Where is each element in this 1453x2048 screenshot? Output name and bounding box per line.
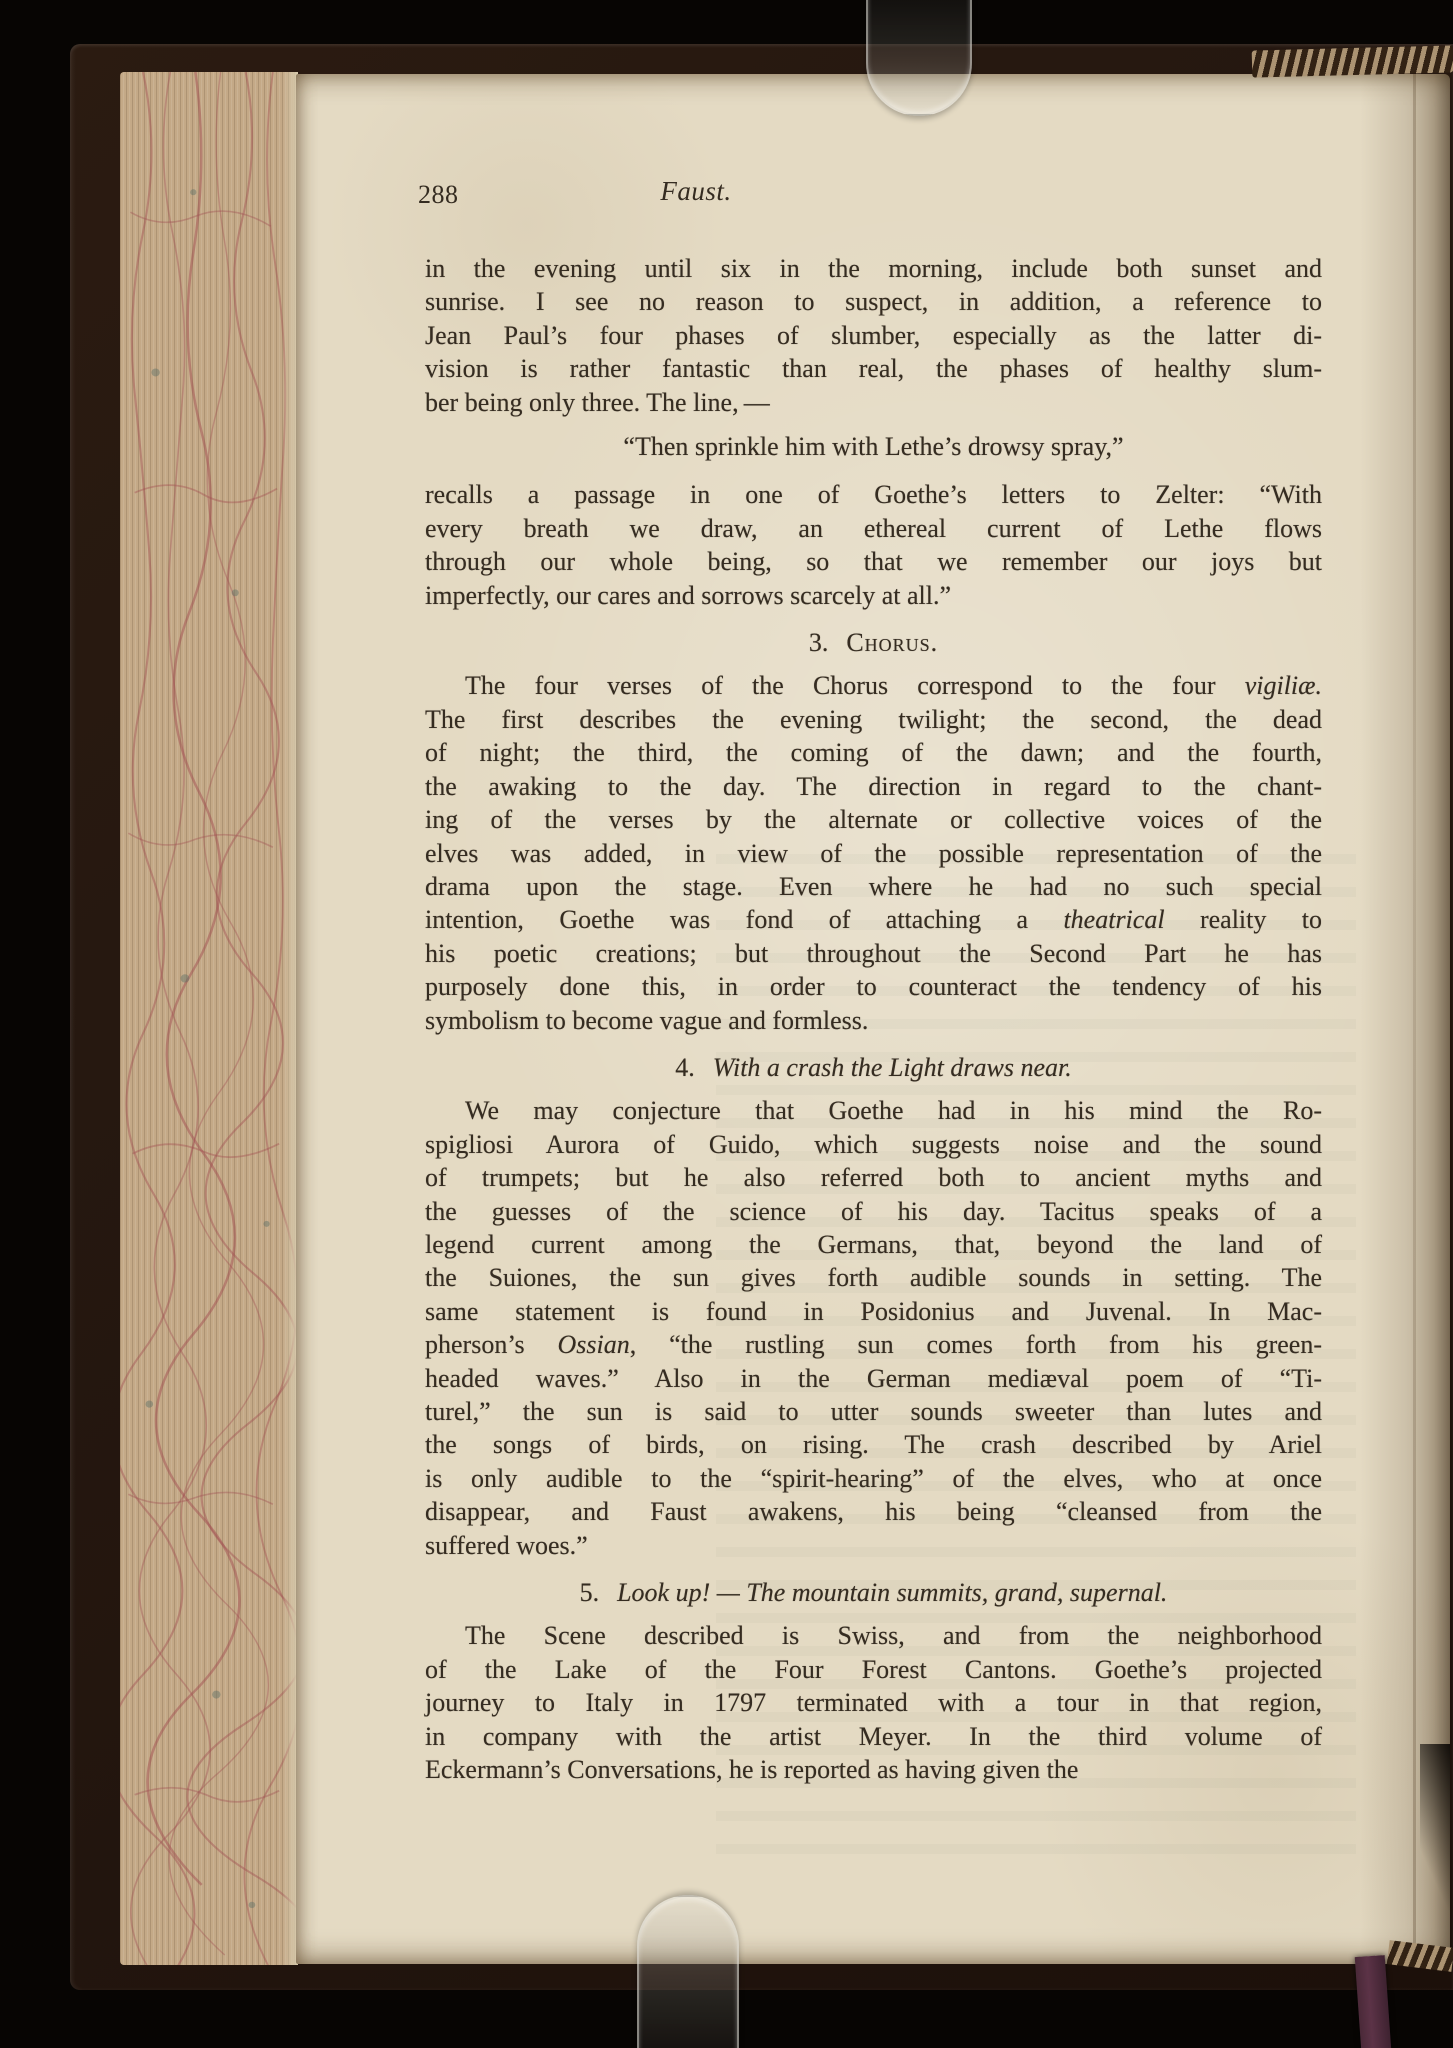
text-line: elves was added, in view of the possible representation of the bbox=[425, 838, 1322, 868]
paragraph bbox=[425, 669, 1322, 1036]
page-number: 288 bbox=[418, 180, 459, 209]
page-fore-edge-marbled bbox=[120, 72, 298, 1965]
text-line: purposely done this, in order to counteract the tendency of his bbox=[425, 972, 1322, 1002]
text-line: The four verses of the Chorus correspond to the four vigiliæ. bbox=[465, 671, 1322, 701]
text-line: symbolism to become vague and formless. bbox=[425, 1005, 869, 1035]
paragraph bbox=[425, 1619, 1322, 1786]
text-line: ber being only three. The line, — bbox=[425, 387, 770, 417]
text-line: of trumpets; but he also referred both to ancient myths and bbox=[425, 1163, 1322, 1193]
section-heading bbox=[425, 626, 1322, 659]
corner-shadow bbox=[1420, 1744, 1450, 1964]
text-line: the awaking to the day. The direction in regard to the chant- bbox=[425, 771, 1322, 801]
text-line: the songs of birds, on rising. The crash described by Ariel bbox=[425, 1430, 1322, 1460]
text-line: in company with the artist Meyer. In the third volume of bbox=[425, 1721, 1322, 1751]
text-line: spigliosi Aurora of Guido, which suggests noise and the sound bbox=[425, 1129, 1322, 1159]
marbling-veins bbox=[120, 72, 298, 1965]
paragraph bbox=[425, 252, 1322, 419]
text-line: every breath we draw, an ethereal current of Lethe flows bbox=[425, 513, 1322, 543]
text-line: intention, Goethe was fond of attaching a theatrical reality to bbox=[425, 905, 1322, 935]
page-holder-clip-bottom bbox=[637, 1895, 739, 2048]
block-quote bbox=[425, 430, 1322, 463]
text-line: in the evening until six in the morning, include both sunset and bbox=[425, 254, 1322, 283]
text-line: The Scene described is Swiss, and from the neighborhood bbox=[465, 1621, 1322, 1651]
text-line: same statement is found in Posidonius and Juvenal. In Mac- bbox=[425, 1296, 1322, 1326]
paragraph bbox=[425, 1094, 1322, 1562]
text-line: sunrise. I see no reason to suspect, in addition, a reference to bbox=[425, 287, 1322, 317]
text-line: of night; the third, the coming of the dawn; and the fourth, bbox=[425, 738, 1322, 768]
text-line: is only audible to the “spirit-hearing” of the elves, who at once bbox=[425, 1463, 1322, 1493]
text-line: 5. Look up! — The mountain summits, grand, supernal. bbox=[579, 1578, 1168, 1608]
body-text bbox=[425, 252, 1322, 1786]
text-line: journey to Italy in 1797 terminated with a tour in that region, bbox=[425, 1688, 1322, 1718]
text-line: the guesses of the science of his day. Tacitus speaks of a bbox=[425, 1196, 1322, 1226]
text-line: pherson’s Ossian, “the rustling sun comes forth from his green- bbox=[425, 1330, 1322, 1360]
text-line: headed waves.” Also in the German mediæval poem of “Ti- bbox=[425, 1363, 1322, 1393]
text-line: We may conjecture that Goethe had in his mind the Ro- bbox=[465, 1096, 1322, 1126]
text-line: 4. With a crash the Light draws near. bbox=[675, 1052, 1072, 1082]
text-line: imperfectly, our cares and sorrows scarcely at all.” bbox=[425, 580, 952, 610]
paragraph bbox=[425, 478, 1322, 612]
section-heading bbox=[425, 1051, 1322, 1084]
text-line: through our whole being, so that we remember our joys but bbox=[425, 547, 1322, 577]
page-holder-clip-top bbox=[866, 0, 972, 116]
text-line: vision is rather fantastic than real, the phases of healthy slum- bbox=[425, 354, 1322, 384]
text-line: suffered woes.” bbox=[425, 1530, 588, 1560]
text-line: recalls a passage in one of Goethe’s letters to Zelter: “With bbox=[425, 480, 1322, 510]
page-crease bbox=[1413, 74, 1416, 1964]
text-line: drama upon the stage. Even where he had no such special bbox=[425, 871, 1322, 901]
text-line: turel,” the sun is said to utter sounds sweeter than lutes and bbox=[425, 1397, 1322, 1426]
text-line: Eckermann’s Conversations, he is reported as having given the bbox=[425, 1755, 1079, 1785]
text-line: 3. Chorus. bbox=[808, 628, 939, 658]
headband-striped bbox=[1252, 45, 1453, 77]
text-line: ing of the verses by the alternate or collective voices of the bbox=[425, 805, 1322, 835]
text-line: Jean Paul’s four phases of slumber, especially as the latter di- bbox=[425, 320, 1322, 350]
text-line: The first describes the evening twilight; the second, the dead bbox=[425, 704, 1322, 734]
page-header bbox=[296, 176, 1450, 220]
section-heading bbox=[425, 1576, 1322, 1609]
text-line: legend current among the Germans, that, beyond the land of bbox=[425, 1229, 1322, 1259]
text-line: his poetic creations; but throughout the Second Part he has bbox=[425, 938, 1322, 968]
text-line: “Then sprinkle him with Lethe’s drowsy spray,” bbox=[623, 432, 1124, 462]
gutter-shadow bbox=[1360, 74, 1450, 1964]
text-line: of the Lake of the Four Forest Cantons. Goethe’s projected bbox=[425, 1654, 1322, 1684]
book-page bbox=[296, 74, 1450, 1964]
text-line: disappear, and Faust awakens, his being “cleansed from the bbox=[425, 1497, 1322, 1527]
running-title: Faust. bbox=[660, 176, 732, 206]
text-line: the Suiones, the sun gives forth audible sounds in setting. The bbox=[425, 1263, 1322, 1293]
